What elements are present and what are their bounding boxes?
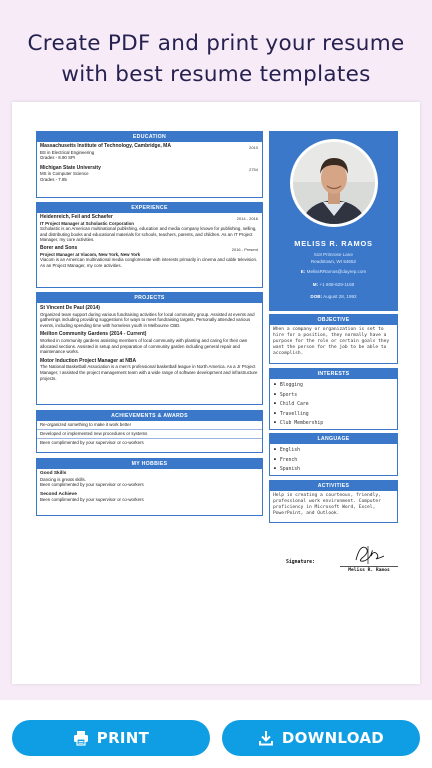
list-item: ■ Child Care: [274, 400, 394, 410]
project-entry: [37, 329, 262, 355]
entry-degree: BS in Electrical Engineering: [40, 149, 95, 155]
portrait-image: [293, 142, 375, 224]
education-section: [36, 131, 263, 198]
language-heading: LANGUAGE: [270, 434, 397, 444]
entry-grade: Grades - 7.85: [40, 176, 67, 182]
projects-heading: PROJECTS: [37, 293, 262, 303]
list-item: ■ Sports: [274, 391, 394, 401]
education-heading: EDUCATION: [37, 132, 262, 142]
hobby-entry: [37, 469, 262, 488]
entry-title: St Vincent De Paul (2014): [40, 305, 100, 311]
address-line: Readstown, WI 54652: [310, 259, 357, 264]
list-item: ■ Travelling: [274, 410, 394, 420]
experience-entry: [37, 213, 262, 244]
entry-role: Project Manager at Viacom, New York, New York: [40, 251, 141, 257]
entry-title: Second Achieve: [40, 491, 77, 497]
entry-description: The National Basketball Association is a men's professional basketball league in North America. As a Jr Project Manager, I assisted the project management team with a wide range of software development and infrastructure projects.: [40, 364, 258, 381]
entry-title: Borer and Sons: [40, 244, 78, 251]
entry-date: 2754: [249, 166, 258, 172]
entry-line: Dancing is greats skills.: [40, 476, 86, 482]
list-item: ■ English: [274, 446, 394, 456]
experience-section: [36, 202, 263, 288]
phone-label: M:: [312, 282, 319, 287]
experience-heading: EXPERIENCE: [37, 203, 262, 213]
hobbies-heading: MY HOBBIES: [37, 459, 262, 469]
address-line: 518 Primrose Lane: [314, 252, 353, 257]
email-value: MelissRRamos@dayrep.com: [306, 269, 367, 274]
objective-heading: OBJECTIVE: [270, 315, 397, 325]
entry-description: Viacom is an American multinational media conglomerate with interests primarily in cinema and cable television. As an Project Manager, my core activities.: [40, 257, 258, 268]
entry-description: Scholastic is an American multinational publishing, education and media company known for publishing, selling, and distributing books and educational materials for schools, teachers, parents, and children. As an IT Project Manager, my core activities.: [40, 226, 257, 243]
phone-row: [269, 282, 398, 288]
printer-icon: [73, 730, 89, 746]
entry-line: Been complimented by your supervisor or co-workers: [40, 482, 144, 487]
list-item: ■ Club Membership: [274, 419, 394, 429]
avatar: [290, 139, 378, 227]
promo-headline: [0, 28, 432, 90]
signature-line: [340, 566, 398, 567]
dob-row: [269, 294, 398, 300]
list-item: ■ Blogging: [274, 381, 394, 391]
experience-entry: [37, 244, 262, 269]
entry-title: Massachusetts Institute of Technology, Cambridge, MA: [40, 143, 171, 149]
entry-line: Been complimented by your supervisor or co-workers: [40, 497, 144, 502]
project-entry: [37, 303, 262, 329]
achievements-section: [36, 410, 263, 453]
list-item: ■ Spanish: [274, 465, 394, 475]
project-entry: [37, 356, 262, 382]
achievement-item: Developed or implemented new procedures or systems: [37, 430, 262, 439]
entry-date: 2014 - 2016: [236, 216, 258, 221]
dob-value: August 28, 1992: [323, 294, 357, 299]
signature-name: Meliss R. Ramos: [348, 568, 390, 573]
activities-text: Help in creating a courteous, friendly, professional work environment. Computer proficiency in Microsoft Word, Excel, PowerPoint, and Outlook.: [273, 493, 381, 516]
signature-label: Signature:: [286, 560, 315, 565]
entry-title: Heidenreich, Feil and Schaefer: [40, 214, 113, 220]
entry-grade: Grades - 8.90 SPI: [40, 155, 76, 161]
entry-title: Motor Induction Project Manager at NBA: [40, 357, 137, 364]
education-entry: [37, 162, 262, 184]
hobbies-section: [36, 458, 263, 516]
profile-card: [269, 131, 398, 311]
achievement-item: Been complimented by your supervisor or co-workers: [40, 440, 144, 445]
hobby-entry: [37, 488, 262, 503]
achievement-item: Re-organized something to make it work better: [37, 421, 262, 430]
download-button[interactable]: [222, 720, 420, 756]
email-label: E:: [300, 269, 306, 274]
activities-heading: ACTIVITIES: [270, 481, 397, 491]
headline-line-1: Create PDF and print your resume: [27, 31, 405, 56]
objective-text: When a company or organization is set to hire for a position, they normally have a purpose for the role or certain goals they want the person for the job to be able to accomplish.: [273, 327, 390, 356]
education-entry: [37, 142, 262, 162]
activities-section: [269, 480, 398, 523]
entry-role: IT Project Manager at Scholastic Corporation: [40, 220, 134, 226]
interests-list: [270, 379, 397, 432]
entry-degree: MS in Computer Science: [40, 171, 89, 177]
print-button[interactable]: [12, 720, 210, 756]
language-section: [269, 433, 398, 476]
email-row: [269, 269, 398, 275]
entry-date: 2010: [249, 145, 258, 150]
entry-title: Michigan State University: [40, 164, 101, 171]
achievements-heading: ACHIEVEMENTS & AWARDS: [37, 411, 262, 421]
profile-name: MELISS R. RAMOS: [294, 239, 373, 248]
dob-label: DOB:: [310, 294, 323, 299]
entry-title: Meilton Community Gardens (2014 - Current): [40, 331, 147, 338]
list-item: ■ French: [274, 456, 394, 466]
projects-section: [36, 292, 263, 405]
entry-description: Organized team support during various fundraising activities for local community group. Assisted at events and gatherings including providing suggestions for ways to meet fundraising targets. Personally attended various events, including spending time with homeless youth in Melbourne CBD.: [40, 311, 255, 328]
phone-value: +1 608-629-1168: [319, 282, 355, 287]
download-icon: [258, 730, 274, 746]
print-button-label: PRINT: [96, 729, 150, 747]
download-button-label: DOWNLOAD: [281, 729, 385, 747]
entry-title: Good Skills: [40, 471, 67, 476]
headline-line-2: with best resume templates: [61, 62, 371, 87]
interests-section: [269, 368, 398, 430]
signature-image: [350, 540, 390, 566]
entry-description: Worked in community gardens assisting members of local community with planting and caring for their own allocated sections. Assisted in setup and preparation of community garden including general repair and maintenance works.: [40, 337, 248, 355]
objective-section: [269, 314, 398, 364]
language-list: [270, 444, 397, 478]
entry-date: 2016 - Present: [231, 246, 258, 252]
interests-heading: INTERESTS: [270, 369, 397, 379]
